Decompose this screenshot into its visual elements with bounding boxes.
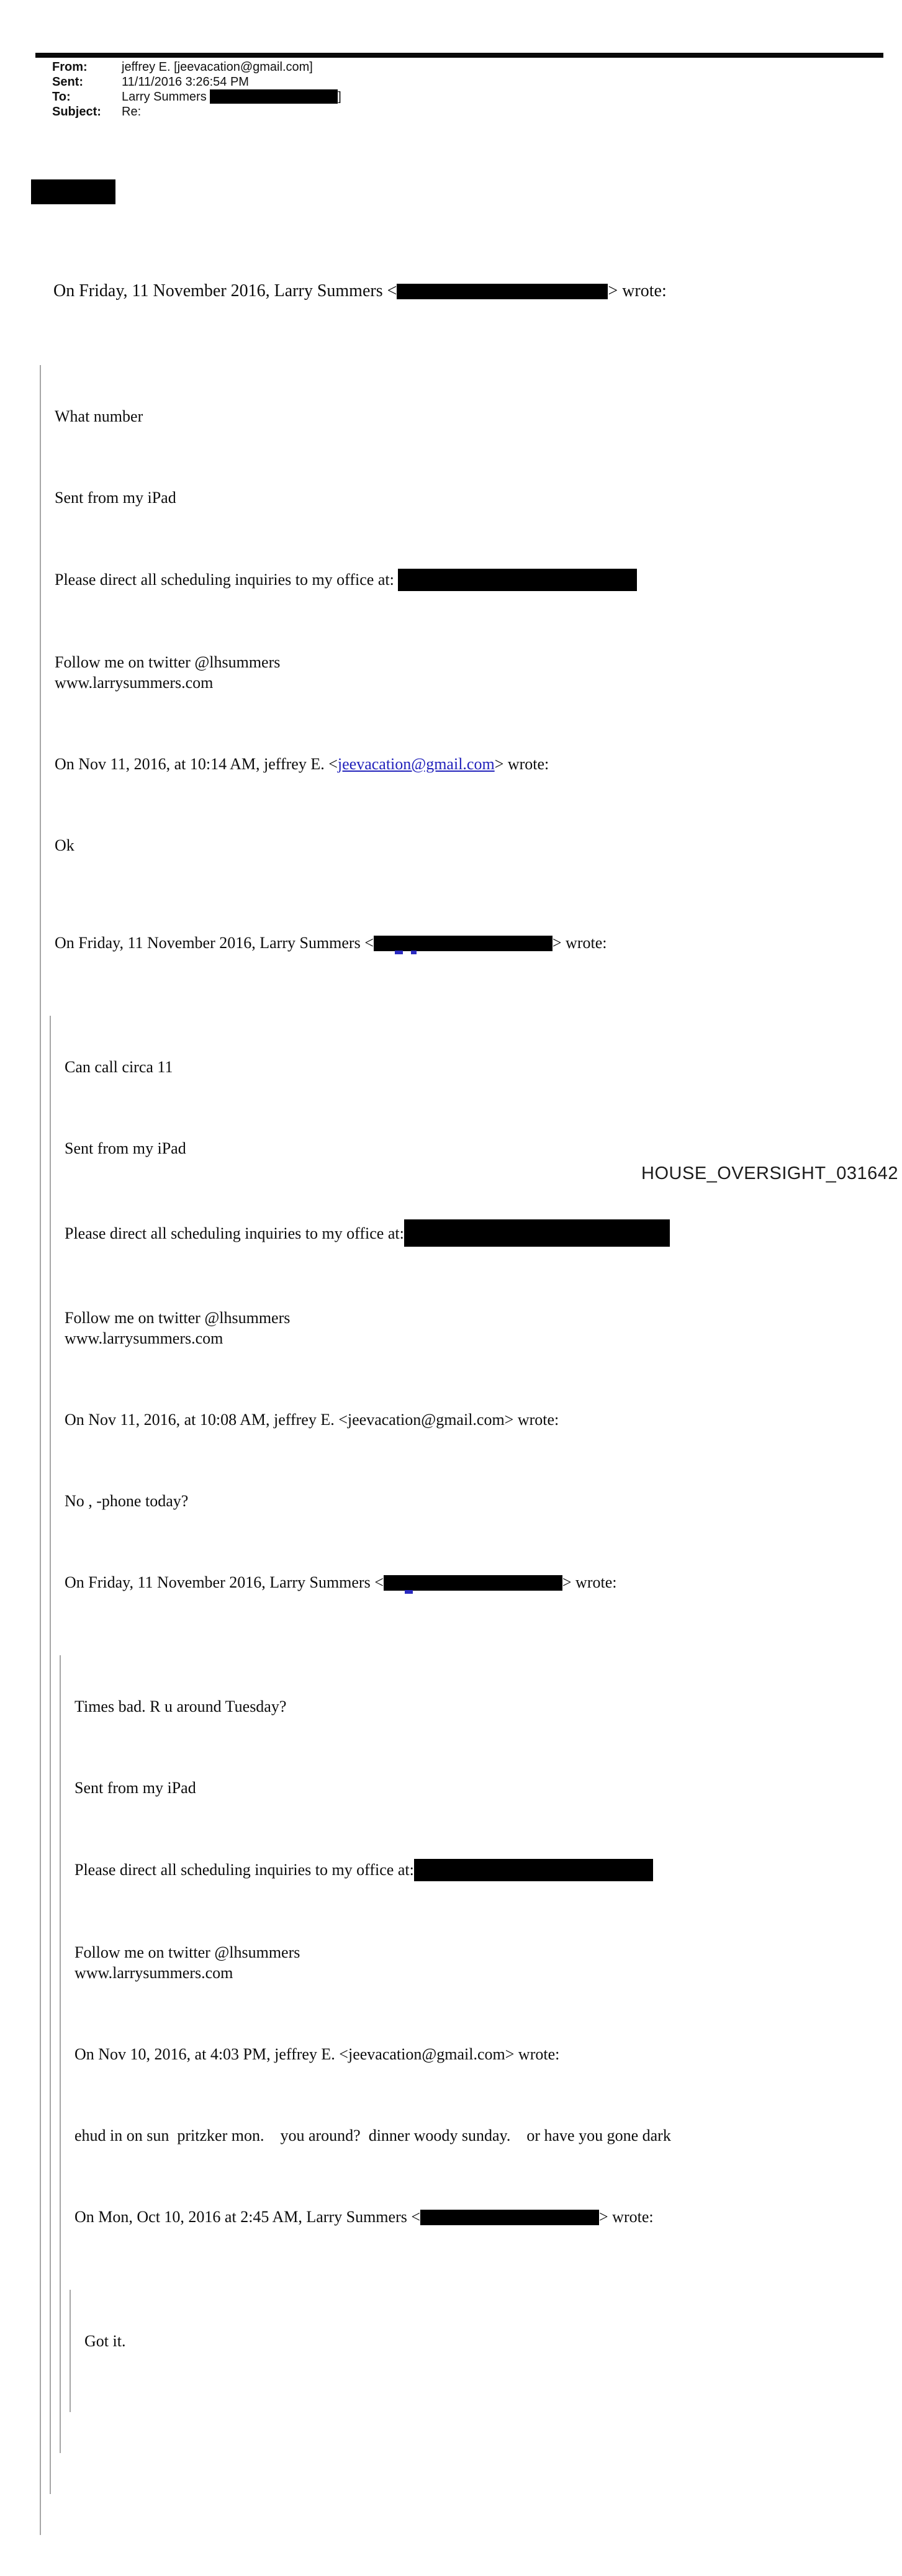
quote-header-nov10-403: On Nov 10, 2016, at 4:03 PM, jeffrey E. <jeevacation@gmail.com> wrote:	[74, 2045, 560, 2063]
redaction-bar-office-contact	[404, 1219, 670, 1247]
signature-ipad: Sent from my iPad	[55, 489, 176, 507]
quote-header-nov11-1014	[55, 754, 875, 774]
message-text: Can call circa 11	[65, 1058, 173, 1076]
quote-header-level3	[74, 2207, 875, 2227]
quote-level-3	[60, 1655, 875, 2453]
header-row-sent	[52, 75, 341, 89]
quote-header-tail: > wrote:	[552, 934, 607, 952]
message-text: Got it.	[84, 2332, 126, 2350]
message-text: ehud in on sun pritzker mon. you around? dinner woody sunday. or have you gone dark	[74, 2126, 671, 2144]
email-address-link[interactable]: jeevacation@gmail.com	[337, 755, 495, 773]
redacted-link-descender	[395, 951, 403, 954]
quote-level-4	[70, 2290, 875, 2412]
redaction-bar-email-address	[374, 936, 552, 951]
redaction-block	[31, 179, 115, 204]
signature-website: www.larrysummers.com	[55, 674, 214, 692]
to-value-suffix: ]	[338, 90, 341, 104]
quote-header-tail: > wrote:	[599, 2208, 654, 2226]
signature-scheduling	[55, 569, 875, 591]
signature-twitter: Follow me on twitter @lhsummers	[74, 1943, 300, 1961]
quote-header-text: On Friday, 11 November 2016, Larry Summers <	[55, 934, 374, 952]
signature-website: www.larrysummers.com	[74, 1964, 233, 1982]
quote-header-text: On Friday, 11 November 2016, Larry Summers <	[53, 281, 397, 301]
from-value: jeffrey E. [jeevacation@gmail.com]	[122, 60, 313, 74]
redaction-bar-office-contact	[414, 1859, 653, 1881]
to-value	[122, 89, 341, 104]
signature-scheduling	[74, 1859, 875, 1881]
email-body	[40, 219, 875, 2576]
subject-label: Subject:	[52, 105, 101, 119]
redaction-bar-to-address	[210, 89, 338, 104]
message-text: What number	[55, 407, 143, 425]
quote-header-nov11-1008: On Nov 11, 2016, at 10:08 AM, jeffrey E. <jeevacation@gmail.com> wrote:	[65, 1411, 559, 1429]
header-divider	[35, 53, 883, 58]
sent-value: 11/11/2016 3:26:54 PM	[122, 75, 249, 89]
quote-header-text: On Friday, 11 November 2016, Larry Summers <	[65, 1573, 384, 1591]
quote-header-tail: > wrote:	[562, 1573, 617, 1591]
to-label: To:	[52, 90, 71, 104]
signature-website: www.larrysummers.com	[65, 1329, 223, 1347]
scheduling-text: Please direct all scheduling inquiries to my office at:	[74, 1861, 414, 1879]
message-text: No , -phone today?	[65, 1492, 189, 1510]
signature-scheduling	[65, 1219, 875, 1247]
scheduling-text: Please direct all scheduling inquiries to my office at:	[65, 1224, 404, 1242]
header-row-subject	[52, 104, 341, 119]
message-text: Ok	[55, 836, 74, 854]
scheduling-text: Please direct all scheduling inquiries to my office at:	[55, 571, 399, 589]
signature-links	[65, 1308, 875, 1349]
sent-label: Sent:	[52, 75, 83, 89]
from-label: From:	[52, 60, 88, 74]
email-header	[52, 60, 341, 119]
signature-ipad: Sent from my iPad	[65, 1139, 186, 1157]
redaction-bar-email-address	[384, 1575, 562, 1591]
signature-twitter: Follow me on twitter @lhsummers	[55, 653, 281, 671]
redaction-bar-email-address	[397, 284, 608, 299]
message-text: Times bad. R u around Tuesday?	[74, 1697, 287, 1715]
quote-level-1	[40, 365, 875, 2535]
quote-header-tail: > wrote:	[608, 281, 667, 301]
quote-header-text: On Nov 11, 2016, at 10:14 AM, jeffrey E. <	[55, 755, 338, 773]
quote-header-level1	[55, 933, 875, 953]
quote-header-level2	[65, 1572, 875, 1593]
quote-header-level0	[40, 280, 875, 302]
header-row-to	[52, 89, 341, 104]
signature-links	[74, 1942, 875, 1983]
redaction-bar-office-contact	[398, 569, 637, 591]
quote-header-tail: > wrote:	[494, 755, 549, 773]
redacted-link-descender	[411, 951, 417, 954]
signature-ipad: Sent from my iPad	[74, 1779, 196, 1797]
signature-twitter: Follow me on twitter @lhsummers	[65, 1309, 291, 1327]
quote-level-2	[50, 1016, 875, 2494]
quote-header-text: On Mon, Oct 10, 2016 at 2:45 AM, Larry Summers <	[74, 2208, 421, 2226]
to-value-name: Larry Summers	[122, 90, 210, 104]
subject-value: Re:	[122, 105, 142, 119]
redacted-link-descender	[405, 1590, 413, 1594]
header-row-from	[52, 60, 341, 75]
bates-number: HOUSE_OVERSIGHT_031642	[641, 1164, 898, 1183]
redaction-bar-email-address	[420, 2210, 599, 2225]
signature-links	[55, 652, 875, 693]
